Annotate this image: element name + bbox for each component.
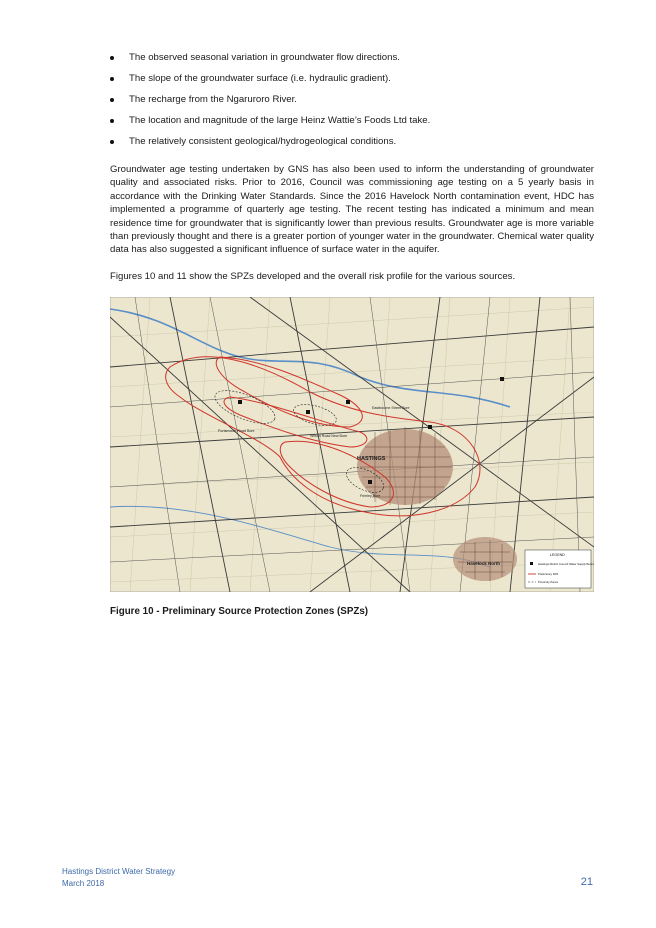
list-item: The relatively consistent geological/hydrogeological conditions. — [110, 136, 594, 157]
paragraph-figures-intro: Figures 10 and 11 show the SPZs developed and the overall risk profile for the various sources. — [110, 271, 516, 282]
footer-date: March 2018 — [62, 879, 105, 888]
legend-item-proximity: Proximity Zones — [538, 580, 559, 584]
label-wilson: Wilson Road New Bore — [310, 434, 348, 438]
figure-caption: Figure 10 - Preliminary Source Protection Zones (SPZs) — [110, 606, 369, 617]
list-item: The recharge from the Ngaruroro River. — [110, 94, 594, 115]
legend-bore-symbol — [530, 562, 533, 565]
legend-item-bores: Hastings District Council Water Supply Bores — [538, 562, 594, 566]
list-item: The location and magnitude of the large Heinz Wattie’s Foods Ltd take. — [110, 115, 594, 136]
legend-item-spz: Preliminary SPZ — [538, 572, 559, 576]
spz-map — [110, 297, 594, 592]
page-number: 21 — [580, 876, 593, 888]
footer-title: Hastings District Water Strategy — [62, 867, 176, 876]
paragraph-age-testing: Groundwater age testing undertaken by GNS has also been used to inform the understanding of groundwater quality and associated risks. Prior to 2016, Council was commissioning age testing on a 5 yearly basis in accordance with the Drinking Water Standards. Since the 2016 Havelock North contamination event, HDC has implemented a programme of quarterly age testing. The recent testing has indicated a minimum and mean residence time for groundwater that is significantly lower than previous results. Groundwater age is more variable than previously thought and there is a greater portion of younger water in the groundwater. Chemical water quality data has also suggested a significant influence of surface water in the aquifer. — [110, 164, 594, 256]
list-item: The observed seasonal variation in groundwater flow directions. — [110, 52, 594, 73]
label-portsmouth: Portsmouth Road Bore — [218, 429, 255, 433]
havelock-urban — [453, 537, 517, 581]
label-havelock: Havelock North — [467, 561, 501, 566]
label-frimley: Frimley Bore — [360, 494, 381, 498]
page-footer — [62, 866, 175, 890]
label-eastbourne: Eastbourne Street Bore — [372, 406, 410, 410]
label-hastings: HASTINGS — [357, 456, 386, 462]
bullet-list — [110, 52, 594, 157]
map-legend — [525, 550, 594, 588]
list-item: The slope of the groundwater surface (i.e. hydraulic gradient). — [110, 73, 594, 94]
legend-title: LEGEND — [550, 553, 565, 557]
